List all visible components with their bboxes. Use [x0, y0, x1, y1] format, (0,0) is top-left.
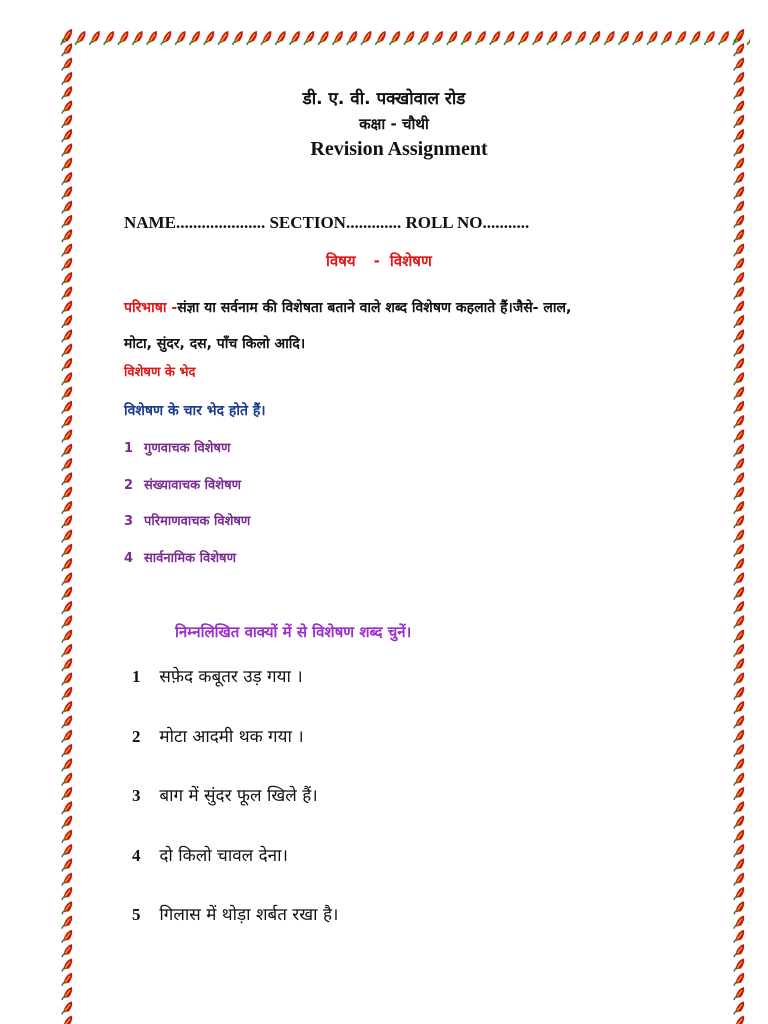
assignment-title: Revision Assignment: [310, 138, 488, 160]
question-item: [132, 664, 338, 724]
list-item-label: गुणवाचक विशेषण: [144, 441, 231, 456]
question-item: [132, 724, 338, 784]
list-item-label: सार्वनामिक विशेषण: [144, 550, 236, 566]
question-item: [132, 843, 338, 903]
topic-heading: [326, 251, 432, 271]
question-text: दो किलो चावल देना।: [159, 845, 288, 866]
question-number: 2: [132, 726, 141, 746]
school-name: डी. ए. वी. पक्खोवाल रोड: [302, 89, 466, 109]
topic-value: विशेषण: [389, 252, 432, 270]
list-item-label: परिमाणवाचक विशेषण: [144, 514, 251, 529]
question-number: 1: [132, 667, 141, 686]
list-item: [124, 548, 250, 585]
list-item: [124, 438, 250, 475]
definition-text-line2: मोटा, सुंदर, दस, पाँच किलो आदि।: [124, 336, 306, 352]
student-details-line: NAME..................... SECTION............. ROLL NO...........: [124, 213, 530, 232]
list-item-number: 1: [124, 441, 134, 456]
types-list: [124, 438, 250, 584]
class-label: कक्षा - चौथी: [359, 115, 429, 133]
list-item-number: 4: [124, 550, 134, 566]
types-heading: विशेषण के भेद: [124, 365, 196, 380]
question-text: मोटा आदमी थक गया ।: [159, 726, 304, 747]
definition-text: संज्ञा या सर्वनाम की विशेषता बताने वाले शब्द विशेषण कहलाते हैं।जैसे- लाल,: [177, 300, 572, 316]
question-number: 4: [132, 845, 141, 865]
list-item-label: संख्यावाचक विशेषण: [144, 477, 242, 493]
topic-separator: -: [373, 252, 380, 270]
question-item: [132, 783, 338, 843]
types-intro: विशेषण के चार भेद होते हैं।: [124, 403, 266, 419]
list-item: [124, 475, 250, 512]
list-item-number: 3: [124, 514, 134, 529]
definition-paragraph: [124, 290, 684, 362]
question-list: [132, 664, 338, 962]
definition-label: परिभाषा -: [124, 300, 178, 316]
question-item: [132, 902, 338, 962]
question-text: गिलास में थोड़ा शर्बत रखा है।: [159, 905, 339, 925]
question-number: 3: [132, 786, 141, 805]
list-item-number: 2: [124, 477, 134, 493]
question-text: बाग में सुंदर फूल खिले हैं।: [159, 786, 318, 806]
question-number: 5: [132, 905, 141, 924]
topic-label: विषय: [326, 252, 356, 270]
exercise-instruction: निम्नलिखित वाक्यों में से विशेषण शब्द चुनें।: [175, 623, 412, 641]
list-item: [124, 511, 250, 548]
question-text: सफ़ेद कबूतर उड़ गया ।: [159, 667, 303, 687]
